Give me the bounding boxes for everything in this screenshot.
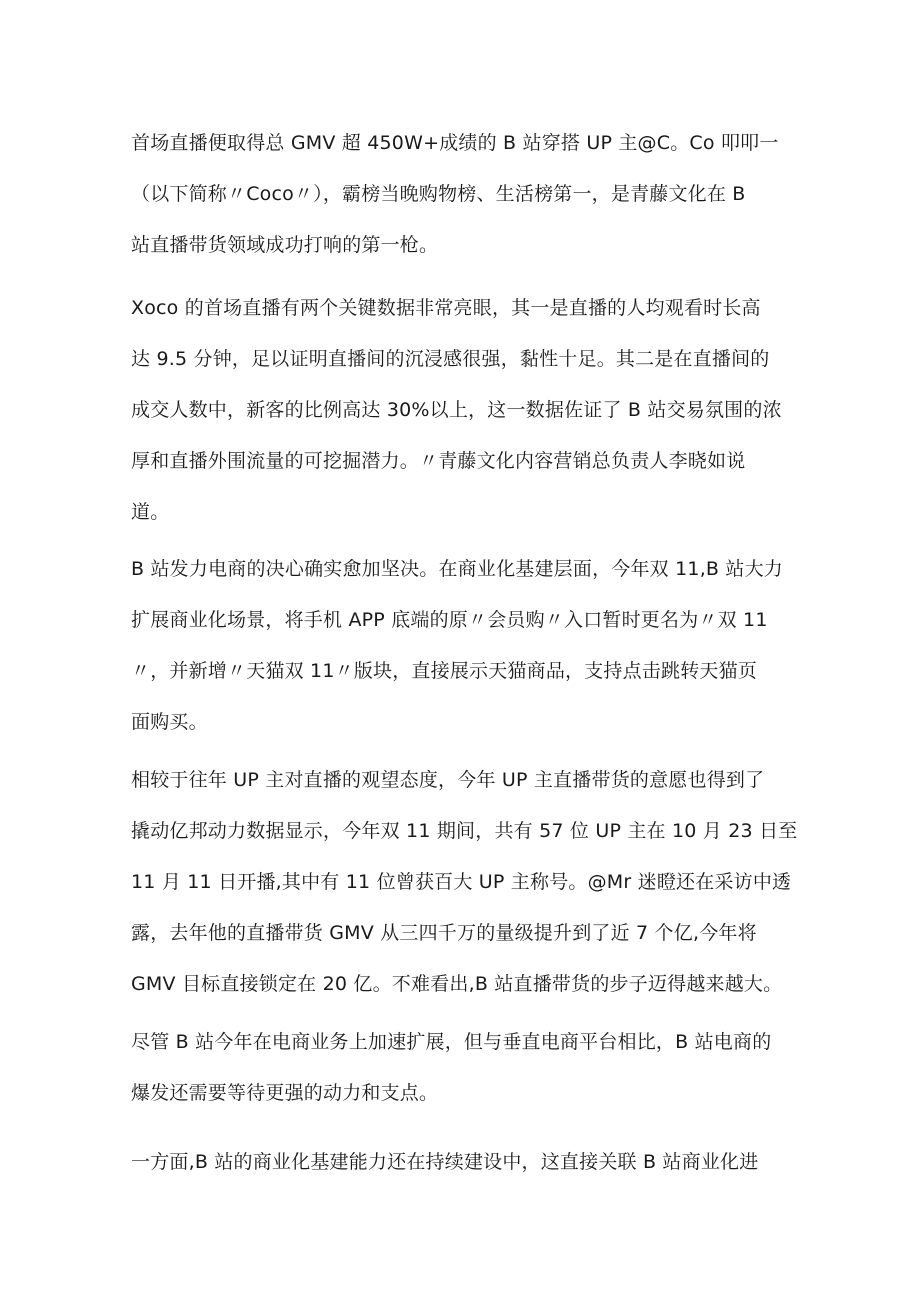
text-line: Xoco 的首场直播有两个关键数据非常亮眼，其一是直播的人均观看时长高 — [131, 297, 761, 319]
text-line: 扩展商业化场景，将手机 APP 底端的原〃会员购〃入口暂时更名为〃双 11 — [131, 609, 768, 631]
paragraph-6 — [131, 1149, 811, 1175]
text-line: 道。 — [131, 501, 170, 523]
text-line: 面购买。 — [131, 711, 208, 733]
text-line: 成交人数中，新客的比例高达 30%以上，这一数据佐证了 B 站交易氛围的浓 — [131, 399, 782, 421]
text-line: 露，去年他的直播带货 GMV 从三四千万的量级提升到了近 7 个亿,今年将 — [131, 922, 757, 944]
text-line: 首场直播便取得总 GMV 超 450W+成绩的 B 站穿搭 UP 主@C。Co 叩叩一 — [131, 132, 779, 154]
text-line: B 站发力电商的决心确实愈加坚决。在商业化基建层面，今年双 11,B 站大力 — [131, 558, 784, 580]
text-line: 〃，并新增〃天猫双 11〃版块，直接展示天猫商品，支持点击跳转天猫页 — [131, 660, 758, 682]
text-line: （以下简称〃Coco〃），霸榜当晚购物榜、生活榜第一，是青藤文化在 B — [131, 183, 746, 205]
text-line: 11 月 11 日开播,其中有 11 位曾获百大 UP 主称号。@Mr 迷瞪还在采访中透 — [131, 871, 792, 893]
text-line: 尽管 B 站今年在电商业务上加速扩展，但与垂直电商平台相比，B 站电商的 — [131, 1031, 772, 1053]
text-line: 爆发还需要等待更强的动力和支点。 — [131, 1082, 439, 1104]
paragraph-2 — [131, 295, 811, 525]
text-line: 达 9.5 分钟，足以证明直播间的沉浸感很强，黏性十足。其二是在直播间的 — [131, 348, 770, 370]
paragraph-3 — [131, 556, 811, 735]
paragraph-4 — [131, 767, 811, 997]
text-line: 一方面,B 站的商业化基建能力还在持续建设中，这直接关联 B 站商业化进 — [131, 1151, 759, 1173]
paragraph-5 — [131, 1029, 811, 1106]
text-line: 站直播带货领域成功打响的第一枪。 — [131, 234, 439, 256]
text-line: 相较于往年 UP 主对直播的观望态度，今年 UP 主直播带货的意愿也得到了 — [131, 769, 765, 791]
paragraph-1 — [131, 130, 811, 258]
text-line: GMV 目标直接锁定在 20 亿。不难看出,B 站直播带货的步子迈得越来越大。 — [131, 973, 783, 995]
text-line: 厚和直播外围流量的可挖掘潜力。〃青藤文化内容营销总负责人李晓如说 — [131, 450, 746, 472]
text-line: 撬动亿邦动力数据显示，今年双 11 期间，共有 57 位 UP 主在 10 月 23 日至 — [131, 820, 798, 842]
